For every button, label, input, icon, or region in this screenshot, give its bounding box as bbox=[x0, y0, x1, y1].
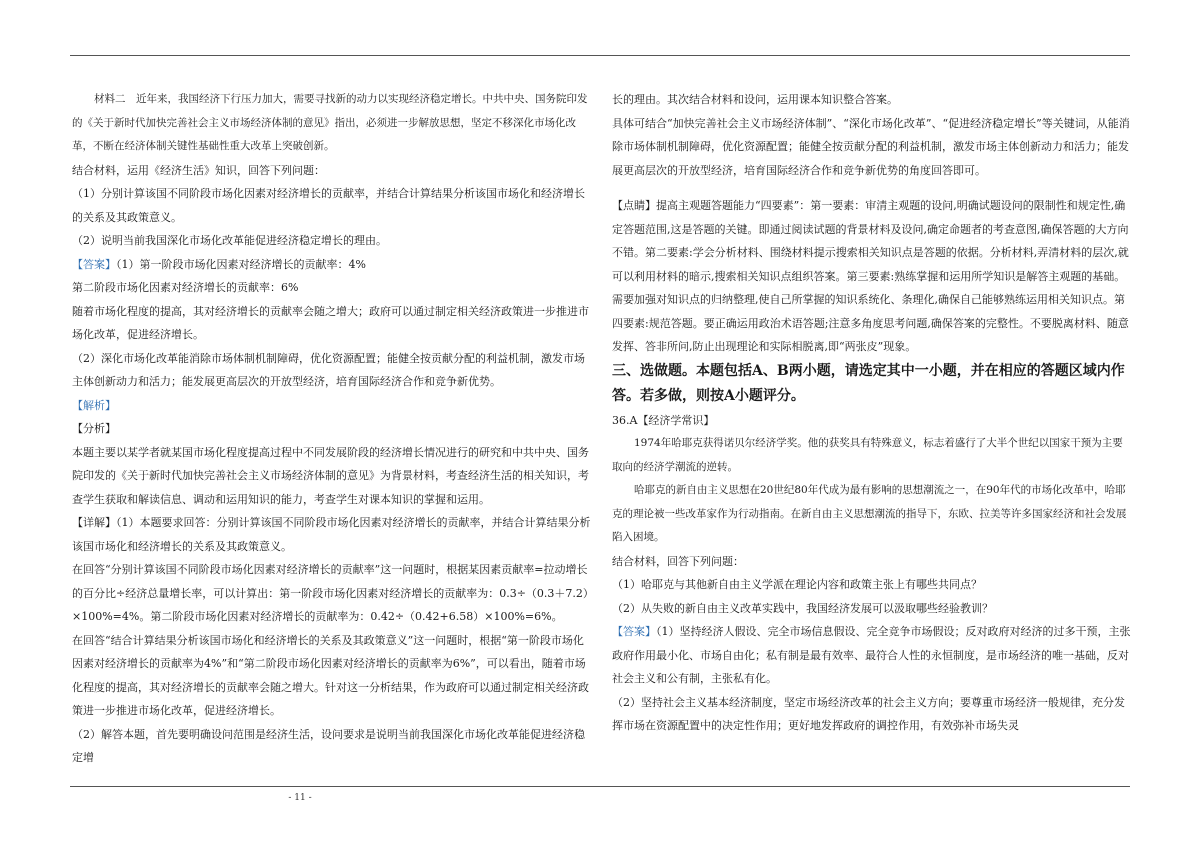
paragraph-text: 长的理由。其次结合材料和设问，运用课本知识整合答案。 bbox=[612, 93, 898, 106]
paragraph bbox=[612, 194, 1132, 359]
paragraph-text: （1）坚持经济人假设、完全市场信息假设、完全竞争市场假设；反对政府对经济的过多干预，主张政府作用最小化、市场自由化；私有制是最有效率、最符合人性的永恒制度，是市场经济的唯一基础，反对社会主义和公有制，主张私有化。 bbox=[612, 625, 1131, 685]
paragraph-text: 【详解】（1）本题要求回答：分别计算该国不同阶段市场化因素对经济增长的贡献率，并结合计算结果分析该国市场化和经济增长的关系及其政策意义。 bbox=[72, 516, 591, 553]
paragraph-text: 具体可结合“加快完善社会主义市场经济体制”、“深化市场化改革”、“促进经济稳定增长”等关键词，从能消除市场体制机制障碍，优化资源配置；能健全按贡献分配的利益机制，激发市场主体创新动力和活力；能发展更高层次的开放型经济，培育国际经济合作和竞争新优势的角度回答即可。 bbox=[612, 116, 1130, 177]
paragraph-text: 36.A【经济学常识】 bbox=[612, 413, 715, 427]
paragraph bbox=[72, 88, 592, 159]
paragraph-text: （1）哈耶克与其他新自由主义学派在理论内容和政策主张上有哪些共同点？ bbox=[612, 578, 982, 591]
paragraph-text: 本题主要以某学者就某国市场化程度提高过程中不同发展阶段的经济增长情况进行的研究和中共中央、国务院印发的《关于新时代加快完善社会主义市场经济体制的意见》为背景材料，考查经济生活的相关知识，考查学生获取和解读信息、调动和运用知识的能力，考查学生对课本知识的掌握和运用。 bbox=[72, 445, 589, 506]
answer-tag: 【答案】 bbox=[612, 625, 656, 638]
paragraph bbox=[72, 441, 592, 512]
paragraph-text: 结合材料，回答下列问题： bbox=[612, 554, 744, 568]
paragraph bbox=[72, 394, 592, 418]
paragraph bbox=[612, 409, 1132, 433]
footer-rule bbox=[70, 786, 1130, 787]
paragraph bbox=[612, 88, 1132, 112]
paragraph-text: （1）第一阶段市场化因素对经济增长的贡献率：4% bbox=[116, 257, 366, 271]
paragraph-text: （2）说明当前我国深化市场化改革能促进经济稳定增长的理由。 bbox=[72, 234, 387, 247]
header-rule bbox=[70, 55, 1130, 56]
paragraph bbox=[612, 550, 1132, 574]
paragraph-text: （1）分别计算该国不同阶段市场化因素对经济增长的贡献率，并结合计算结果分析该国市场化和经济增长的关系及其政策意义。 bbox=[72, 187, 585, 224]
paragraph-text: 在回答“结合计算结果分析该国市场化和经济增长的关系及其政策意义”这一问题时，根据“第一阶段市场化因素对经济增长的贡献率为4%”和“第二阶段市场化因素对经济增长的贡献率为6%”，可以看出，随着市场化程度的提高，其对经济增长的贡献率会随之增大。针对这一分析结果，作为政府可以通过制定相关经济政策进一步推进市场化改革，促进经济增长。 bbox=[72, 633, 589, 717]
page-number: - 11 - bbox=[288, 793, 312, 803]
paragraph bbox=[612, 597, 1132, 621]
paragraph-text: （2）从失败的新自由主义改革实践中，我国经济发展可以汲取哪些经验教训？ bbox=[612, 601, 993, 615]
paragraph bbox=[72, 347, 592, 394]
paragraph-text: 结合材料，运用《经济生活》知识，回答下列问题： bbox=[72, 163, 325, 177]
paragraph bbox=[72, 182, 592, 229]
paragraph-text: 随着市场化程度的提高，其对经济增长的贡献率会随之增大；政府可以通过制定相关经济政策进一步推进市场化改革，促进经济增长。 bbox=[72, 304, 589, 341]
section-heading: 三、选做题。本题包括A、B两小题，请选定其中一小题，并在相应的答题区域内作答。若多做，则按A小题评分。 bbox=[612, 362, 1125, 404]
paragraph bbox=[612, 479, 1132, 550]
paragraph-text: （2）解答本题，首先要明确设问范围是经济生活，设问要求是说明当前我国深化市场化改革能促进经济稳定增 bbox=[72, 727, 585, 764]
answer-tag: 【解析】 bbox=[72, 398, 116, 412]
paragraph-text: 第二阶段市场化因素对经济增长的贡献率：6% bbox=[72, 281, 299, 294]
paragraph-text: 【分析】 bbox=[72, 422, 116, 435]
paragraph bbox=[612, 620, 1132, 691]
paragraph-gap bbox=[612, 182, 1132, 194]
paragraph bbox=[72, 276, 592, 300]
paragraph-text: 【点睛】提高主观题答题能力“四要素”：第一要素：审清主观题的设问,明确试题设问的限制性和规定性,确定答题范围,这是答题的关键。即通过阅读试题的背景材料及设问,确定命题者的考查意图,确保答题的大方向不错。第二要素:学会分析材料、围绕材料提示搜索相关知识点是答题的依据。分析材料,弄清材料的层次,就可以利用材料的暗示,搜索相关知识点组织答案。第三要素:熟练掌握和运用所学知识是解答主观题的基础。需要加强对知识点的归纳整理,使自己所掌握的知识系统化、条理化,确保自己能够熟练运用相关知识点。第四要素:规范答题。要正确运用政治术语答题;注意多角度思考问题,确保答案的完整性。不要脱离材料、随意发挥、答非所问,防止出现理论和实际相脱离,即“两张皮”现象。 bbox=[612, 199, 1129, 353]
paragraph bbox=[72, 253, 592, 277]
paragraph-text: 哈耶克的新自由主义思想在20世纪80年代成为最有影响的思想潮流之一，在90年代的市场化改革中，哈耶克的理论被一些改革家作为行动指南。在新自由主义思想潮流的指导下，东欧、拉美等许多国家经济和社会发展陷入困境。 bbox=[612, 484, 1127, 543]
paragraph bbox=[72, 159, 592, 183]
paragraph-text: （2）深化市场化改革能消除市场体制机制障碍，优化资源配置；能健全按贡献分配的利益机制，激发市场主体创新动力和活力；能发展更高层次的开放型经济，培育国际经济合作和竞争新优势。 bbox=[72, 351, 585, 388]
paragraph bbox=[72, 300, 592, 347]
paragraph bbox=[72, 558, 592, 629]
paragraph bbox=[612, 432, 1132, 479]
paragraph bbox=[612, 691, 1132, 738]
paragraph bbox=[612, 112, 1132, 183]
left-column bbox=[72, 88, 592, 770]
paragraph-text: 1974年哈耶克获得诺贝尔经济学奖。他的获奖具有特殊意义，标志着盛行了大半个世纪以国家干预为主要取向的经济学潮流的逆转。 bbox=[612, 437, 1123, 473]
paragraph-text: （2）坚持社会主义基本经济制度，坚定市场经济改革的社会主义方向；要尊重市场经济一般规律，充分发挥市场在资源配置中的决定性作用；更好地发挥政府的调控作用，有效弥补市场失灵 bbox=[612, 695, 1125, 732]
paragraph bbox=[72, 229, 592, 253]
paragraph bbox=[72, 511, 592, 558]
paragraph bbox=[72, 629, 592, 723]
right-column bbox=[612, 88, 1132, 738]
paragraph-text: 在回答“分别计算该国不同阶段市场化因素对经济增长的贡献率”这一问题时，根据某因素贡献率=拉动增长的百分比÷经济总量增长率，可以计算出：第一阶段市场化因素对经济增长的贡献率为：0.3÷（0.3＋7.2）×100%=4%。第二阶段市场化因素对经济增长的贡献率为：0.42÷（0.42+6.58）×100%=6%。 bbox=[72, 563, 589, 623]
paragraph bbox=[612, 573, 1132, 597]
paragraph-text: 材料二 近年来，我国经济下行压力加大，需要寻找新的动力以实现经济稳定增长。中共中央、国务院印发的《关于新时代加快完善社会主义市场经济体制的意见》指出，必须进一步解放思想，坚定不移深化市场化改革，不断在经济体制关键性基础性重大改革上突破创新。 bbox=[72, 93, 588, 152]
answer-tag: 【答案】 bbox=[72, 257, 116, 271]
paragraph bbox=[72, 723, 592, 770]
paragraph bbox=[72, 417, 592, 441]
